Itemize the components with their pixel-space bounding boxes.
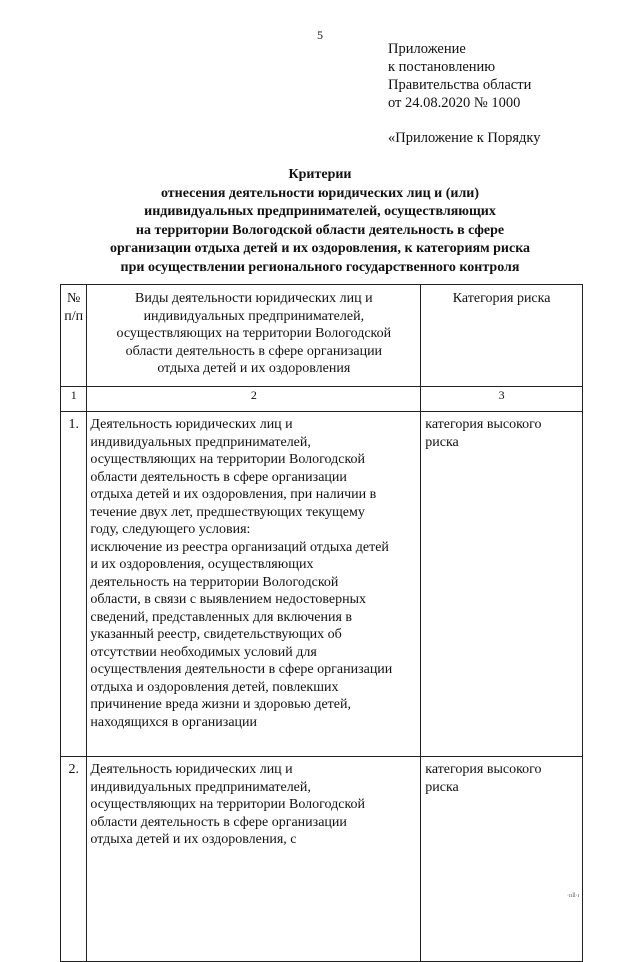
- activity-line: исключение из реестра организаций отдыха детей: [90, 539, 389, 555]
- column-numbers-row: [61, 387, 583, 412]
- activity-line: осуществляющих на территории Вологодской: [90, 452, 366, 467]
- header-activity-line: отдыха детей и их оздоровления: [157, 361, 351, 376]
- criteria-table: [60, 284, 583, 962]
- activity-line: и их оздоровления, осуществляющих: [90, 557, 314, 572]
- activity-line: деятельность на территории Вологодской: [90, 574, 339, 590]
- activity-line: указанный реестр, свидетельствующих об: [90, 627, 342, 642]
- header-number-line: №: [67, 291, 81, 306]
- activity-line: индивидуальных предпринимателей,: [90, 779, 311, 795]
- appendix-line: от 24.08.2020 № 1000: [388, 95, 521, 111]
- category-line: риска: [425, 434, 459, 450]
- activity-line: осуществления деятельности в сфере организации: [90, 662, 393, 677]
- page-number: 5: [317, 28, 323, 42]
- appendix-block: [388, 40, 531, 112]
- header-number-cell: [61, 285, 87, 387]
- activity-line: отсутствии необходимых условий для: [90, 644, 317, 660]
- activity-line: области деятельность в сфере организации: [90, 469, 347, 485]
- row-activity: [87, 412, 421, 757]
- title-line: организации отдыха детей и их оздоровления, к категориям риска: [109, 241, 531, 256]
- category-line: категория высокого: [425, 762, 542, 777]
- activity-line: индивидуальных предпринимателей,: [90, 434, 311, 450]
- criteria-title: [60, 166, 580, 277]
- category-line: риска: [425, 779, 459, 795]
- appendix-reference: «Приложение к Порядку: [388, 130, 541, 146]
- row-category: [421, 412, 583, 757]
- table-row: [61, 412, 583, 757]
- activity-line: Деятельность юридических лиц и: [90, 762, 293, 777]
- row-number: 2.: [61, 757, 87, 962]
- table-header-row: [61, 285, 583, 387]
- header-category-cell: Категория риска: [421, 285, 583, 387]
- appendix-line: Приложение: [388, 41, 466, 57]
- row-activity: [87, 757, 421, 962]
- column-number: 2: [87, 387, 421, 412]
- title-line: на территории Вологодской области деятельность в сфере: [135, 222, 505, 238]
- activity-line: причинение вреда жизни и здоровью детей,: [90, 697, 351, 712]
- activity-line: отдыха и оздоровления детей, повлекших: [90, 679, 339, 695]
- header-activity-line: индивидуальных предпринимателей,: [143, 308, 365, 324]
- activity-line: находящихся в организации: [90, 714, 258, 730]
- column-number: 3: [421, 387, 583, 412]
- activity-line: Деятельность юридических лиц и: [90, 417, 293, 432]
- activity-line: течение двух лет, предшествующих текущему: [90, 504, 365, 520]
- header-activity-line: Виды деятельности юридических лиц и: [134, 291, 373, 306]
- activity-line: сведений, представленных для включения в: [90, 609, 353, 625]
- table-row: [61, 757, 583, 962]
- activity-line: области, в связи с выявлением недостоверных: [90, 592, 367, 607]
- row-number: 1.: [61, 412, 87, 757]
- activity-line: отдыха детей и их оздоровления, с: [90, 832, 297, 847]
- activity-line: области деятельность в сфере организации: [90, 814, 347, 830]
- header-activity-line: области деятельность в сфере организации: [125, 343, 383, 359]
- activity-line: году, следующего условия:: [90, 522, 251, 537]
- activity-line: осуществляющих на территории Вологодской: [90, 797, 366, 812]
- header-activity-cell: [87, 285, 421, 387]
- header-activity-line: осуществляющих на территории Вологодской: [116, 326, 392, 341]
- appendix-line: к постановлению: [388, 59, 496, 75]
- appendix-line: Правительства области: [388, 77, 532, 93]
- column-number: 1: [61, 387, 87, 412]
- activity-line: отдыха детей и их оздоровления, при наличии в: [90, 487, 377, 502]
- title-line: при осуществлении регионального государственного контроля: [120, 259, 520, 275]
- title-line: индивидуальных предпринимателей, осуществляющих: [144, 204, 496, 219]
- footer-mark: ·ııll·ı: [567, 893, 580, 899]
- title-line: Критерии: [288, 167, 352, 182]
- category-line: категория высокого: [425, 417, 542, 432]
- header-number-line: п/п: [64, 308, 84, 324]
- title-line: отнесения деятельности юридических лиц и (или): [160, 185, 480, 201]
- row-category: [421, 757, 583, 962]
